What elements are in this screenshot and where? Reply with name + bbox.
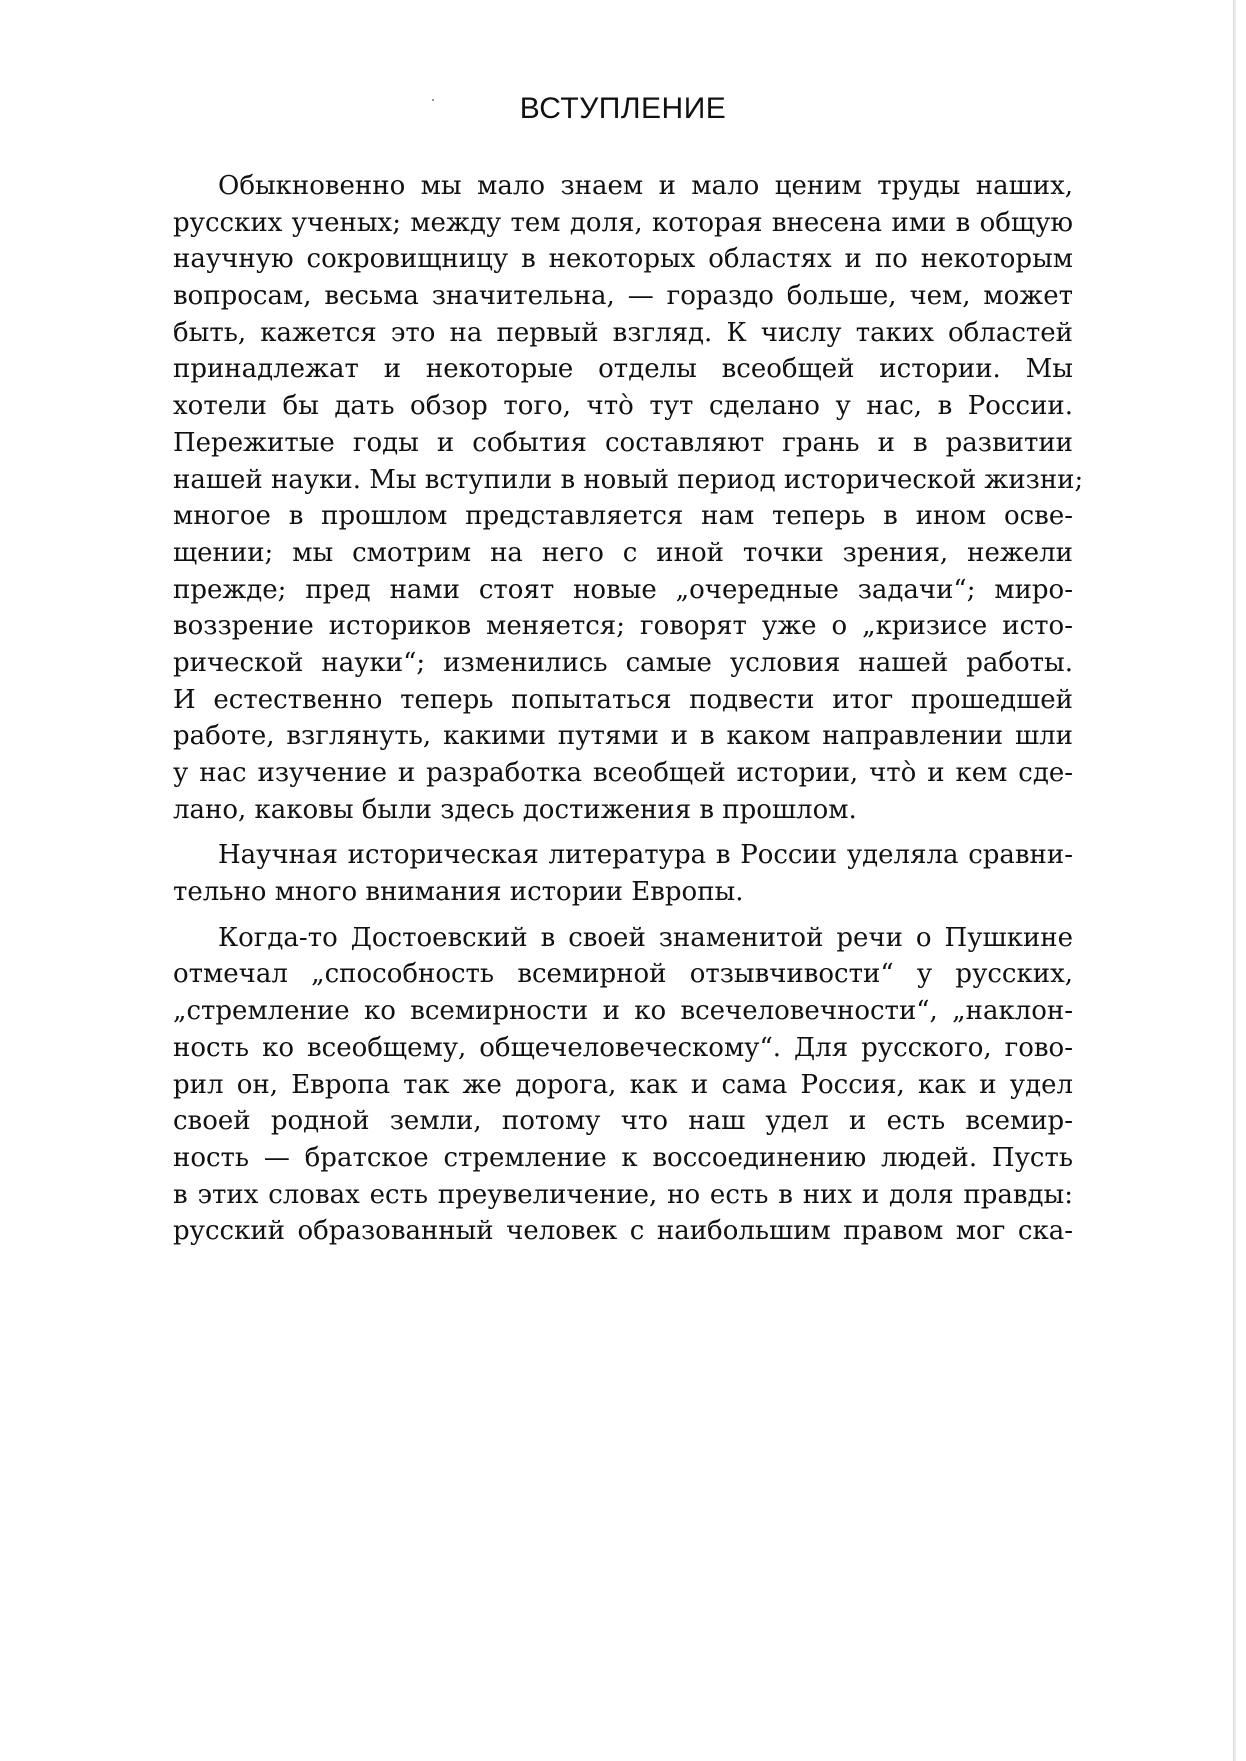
text-line: Обыкновенно мы мало знаем и мало ценим труды наших, [218, 171, 1073, 201]
text-line: своей родной земли, потому что наш удел и есть всемир- [173, 1106, 1073, 1137]
text-line: ность ко всеобщему, общечеловеческому“. Для русского, гово- [173, 1032, 1073, 1063]
text-line: научную сокровищницу в некоторых областях и по некоторым [173, 244, 1073, 275]
text-line: быть, кажется это на первый взгляд. К числу таких областей [173, 317, 1073, 348]
paragraph-3 [173, 920, 1073, 1250]
text-line: у нас изучение и разработка всеобщей истории, что̀ и кем сде- [173, 758, 1073, 788]
text-line: Пережитые годы и события составляют грань и в развитии [173, 427, 1073, 458]
text-line: нашей науки. Мы вступили в новый период исторической жизни; [173, 464, 1084, 495]
text-line: принадлежат и некоторые отделы всеобщей истории. Мы [173, 354, 1073, 385]
text-line: ность — братское стремление к воссоединению людей. Пусть [173, 1142, 1073, 1173]
text-line: хотели бы дать обзор того, что̀ тут сделано у нас, в России. [173, 391, 1073, 422]
paragraph-1 [173, 168, 1084, 828]
text-line: воззрение историков меняется; говорят уже о „кризисе исто- [173, 611, 1073, 642]
text-line: тельно много внимания истории Европы. [173, 877, 744, 908]
text-line: многое в прошлом представляется нам теперь в ином осве- [173, 501, 1073, 532]
text-line: „стремление ко всемирности и ко всечеловечности“, „наклон- [173, 996, 1073, 1027]
body-text [173, 168, 1084, 1250]
text-line: вопросам, весьма значительна, — гораздо больше, чем, может [173, 281, 1073, 312]
page-edge-shadow [1233, 0, 1236, 1761]
text-line: Научная историческая литература в России уделяла сравни- [218, 840, 1073, 871]
text-line: русский образованный человек с наибольшим правом мог ска- [173, 1216, 1073, 1247]
text-line: отмечал „способность всемирной отзывчивости“ у русских, [173, 959, 1073, 990]
text-line: работе, взглянуть, какими путями и в каком направлении шли [173, 721, 1073, 752]
text-line: прежде; пред нами стоят новые „очередные задачи“; миро- [173, 574, 1073, 605]
text-line: щении; мы смотрим на него с иной точки зрения, нежели [173, 537, 1073, 568]
chapter-title: ВСТУПЛЕНИЕ [519, 92, 727, 125]
text-line: лано, каковы были здесь достижения в прошлом. [173, 794, 857, 825]
text-line: Когда-то Достоевский в своей знаменитой речи о Пушкине [218, 922, 1073, 953]
text-line: И естественно теперь попытаться подвести итог прошедшей [173, 684, 1073, 715]
text-line: рил он, Европа так же дорога, как и сама Россия, как и удел [173, 1069, 1073, 1100]
text-line: в этих словах есть преувеличение, но есть в них и доля правды: [173, 1179, 1073, 1210]
paragraph-2 [173, 837, 1073, 910]
text-line: русских ученых; между тем доля, которая внесена ими в общую [173, 207, 1073, 238]
text-line: рической науки“; изменились самые условия нашей работы. [173, 647, 1073, 678]
